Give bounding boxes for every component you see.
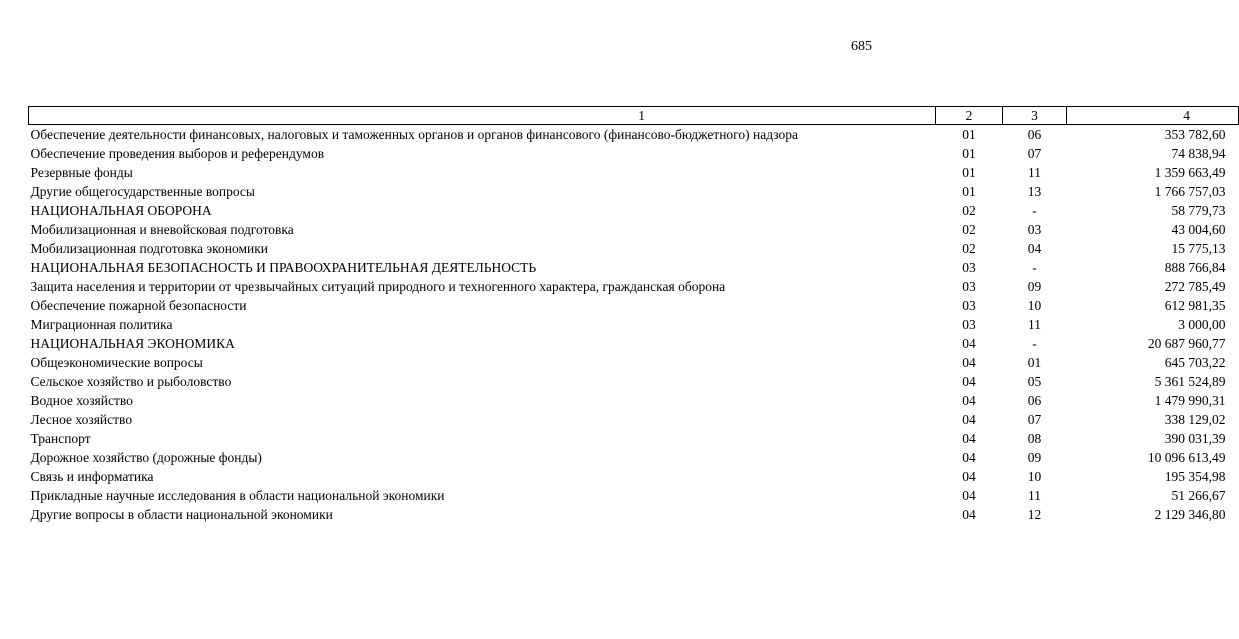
row-section-cell: 03	[962, 279, 976, 294]
row-name-cell: Связь и информатика	[30, 469, 154, 484]
row-name-cell: НАЦИОНАЛЬНАЯ ОБОРОНА	[30, 203, 212, 218]
row-section-cell: 04	[962, 507, 976, 522]
table-row	[29, 429, 1239, 448]
row-amount-cell: 2 129 346,80	[1154, 507, 1226, 522]
row-name-cell: Общеэкономические вопросы	[30, 355, 203, 370]
row-subsection-cell: 12	[1027, 507, 1042, 522]
row-section-cell: 03	[962, 298, 976, 313]
row-subsection-cell: 11	[1028, 317, 1041, 332]
row-section-cell: 01	[962, 146, 976, 161]
table-row	[29, 448, 1239, 467]
row-section-cell: 04	[962, 469, 976, 484]
row-amount-cell: 1 479 990,31	[1154, 393, 1226, 408]
table-row	[29, 201, 1239, 220]
table-row	[29, 486, 1239, 505]
row-name-cell: Дорожное хозяйство (дорожные фонды)	[30, 450, 262, 465]
row-subsection-cell: -	[1032, 260, 1037, 275]
row-subsection-cell: 06	[1027, 393, 1042, 408]
table-row	[29, 220, 1239, 239]
table-header	[29, 107, 1239, 125]
row-section-cell: 02	[962, 241, 976, 256]
row-subsection-cell: 07	[1027, 146, 1042, 161]
table-row	[29, 334, 1239, 353]
row-name-cell: НАЦИОНАЛЬНАЯ БЕЗОПАСНОСТЬ И ПРАВООХРАНИТЕЛЬНАЯ ДЕЯТЕЛЬНОСТЬ	[30, 260, 537, 275]
row-amount-cell: 338 129,02	[1164, 412, 1226, 427]
row-section-cell: 04	[962, 431, 976, 446]
row-section-cell: 02	[962, 203, 976, 218]
row-subsection-cell: 13	[1027, 184, 1042, 199]
row-section-cell: 03	[962, 260, 976, 275]
row-name-cell: Резервные фонды	[30, 165, 133, 180]
row-section-cell: 04	[962, 355, 976, 370]
table-row	[29, 467, 1239, 486]
row-name-cell: Обеспечение пожарной безопасности	[30, 298, 247, 313]
table-row	[29, 258, 1239, 277]
row-name-cell: Прикладные научные исследования в области национальной экономики	[30, 488, 445, 503]
row-subsection-cell: 11	[1028, 488, 1041, 503]
row-amount-cell: 20 687 960,77	[1147, 336, 1226, 351]
row-name-cell: Транспорт	[30, 431, 91, 446]
row-name-cell: Другие вопросы в области национальной экономики	[30, 507, 333, 522]
row-amount-cell: 272 785,49	[1164, 279, 1226, 294]
row-subsection-cell: -	[1032, 203, 1037, 218]
page-number: 685	[851, 39, 872, 54]
row-subsection-cell: 05	[1027, 374, 1042, 389]
row-amount-cell: 10 096 613,49	[1147, 450, 1226, 465]
row-name-cell: Водное хозяйство	[30, 393, 133, 408]
row-subsection-cell: 06	[1027, 127, 1042, 142]
table-row	[29, 163, 1239, 182]
table-body	[29, 125, 1239, 525]
row-amount-cell: 353 782,60	[1164, 127, 1226, 142]
column-header-4: 4	[1067, 107, 1239, 125]
row-section-cell: 03	[962, 317, 976, 332]
row-amount-cell: 390 031,39	[1164, 431, 1226, 446]
row-amount-cell: 43 004,60	[1171, 222, 1226, 237]
row-section-cell: 04	[962, 336, 976, 351]
table-row	[29, 182, 1239, 201]
row-section-cell: 04	[962, 450, 976, 465]
row-subsection-cell: 10	[1027, 469, 1042, 484]
column-header-2: 2	[936, 107, 1003, 125]
row-amount-cell: 1 359 663,49	[1154, 165, 1226, 180]
table-row	[29, 125, 1239, 145]
table-row	[29, 353, 1239, 372]
row-name-cell: Мобилизационная подготовка экономики	[30, 241, 269, 256]
row-name-cell: Защита населения и территории от чрезвычайных ситуаций природного и техногенного характера, гражданская оборона	[30, 279, 726, 294]
row-amount-cell: 5 361 524,89	[1154, 374, 1226, 389]
row-section-cell: 04	[962, 393, 976, 408]
row-amount-cell: 1 766 757,03	[1154, 184, 1226, 199]
table-row	[29, 315, 1239, 334]
header-row	[29, 107, 1239, 125]
column-header-3: 3	[1003, 107, 1067, 125]
table-row	[29, 391, 1239, 410]
row-section-cell: 02	[962, 222, 976, 237]
row-subsection-cell: 03	[1027, 222, 1042, 237]
row-amount-cell: 195 354,98	[1164, 469, 1226, 484]
row-amount-cell: 51 266,67	[1171, 488, 1226, 503]
row-section-cell: 04	[962, 374, 976, 389]
row-section-cell: 01	[962, 184, 976, 199]
row-subsection-cell: 11	[1028, 165, 1041, 180]
budget-table	[28, 106, 1239, 524]
row-subsection-cell: 01	[1027, 355, 1042, 370]
row-subsection-cell: -	[1032, 336, 1037, 351]
row-amount-cell: 3 000,00	[1178, 317, 1226, 332]
row-amount-cell: 645 703,22	[1164, 355, 1226, 370]
row-section-cell: 01	[962, 165, 976, 180]
row-subsection-cell: 04	[1027, 241, 1042, 256]
table-row	[29, 144, 1239, 163]
table-row	[29, 296, 1239, 315]
row-subsection-cell: 08	[1027, 431, 1042, 446]
row-subsection-cell: 09	[1027, 450, 1042, 465]
column-header-1: 1	[29, 107, 936, 125]
row-amount-cell: 612 981,35	[1164, 298, 1226, 313]
row-subsection-cell: 09	[1027, 279, 1042, 294]
row-amount-cell: 15 775,13	[1171, 241, 1226, 256]
row-amount-cell: 888 766,84	[1164, 260, 1226, 275]
row-section-cell: 04	[962, 412, 976, 427]
row-amount-cell: 58 779,73	[1171, 203, 1226, 218]
row-name-cell: Обеспечение деятельности финансовых, налоговых и таможенных органов и органов финансового (финансово-бюджетного) надзора	[30, 127, 799, 142]
row-subsection-cell: 07	[1027, 412, 1042, 427]
row-name-cell: НАЦИОНАЛЬНАЯ ЭКОНОМИКА	[30, 336, 235, 351]
row-name-cell: Сельское хозяйство и рыболовство	[30, 374, 232, 389]
table-row	[29, 372, 1239, 391]
table-row	[29, 505, 1239, 524]
table-row	[29, 410, 1239, 429]
row-name-cell: Обеспечение проведения выборов и референдумов	[30, 146, 325, 161]
table-row	[29, 277, 1239, 296]
row-subsection-cell: 10	[1027, 298, 1042, 313]
row-section-cell: 04	[962, 488, 976, 503]
row-amount-cell: 74 838,94	[1171, 146, 1226, 161]
row-name-cell: Лесное хозяйство	[30, 412, 133, 427]
row-name-cell: Другие общегосударственные вопросы	[30, 184, 255, 199]
table-row	[29, 239, 1239, 258]
row-section-cell: 01	[962, 127, 976, 142]
row-name-cell: Мобилизационная и вневойсковая подготовка	[30, 222, 294, 237]
row-name-cell: Миграционная политика	[30, 317, 173, 332]
